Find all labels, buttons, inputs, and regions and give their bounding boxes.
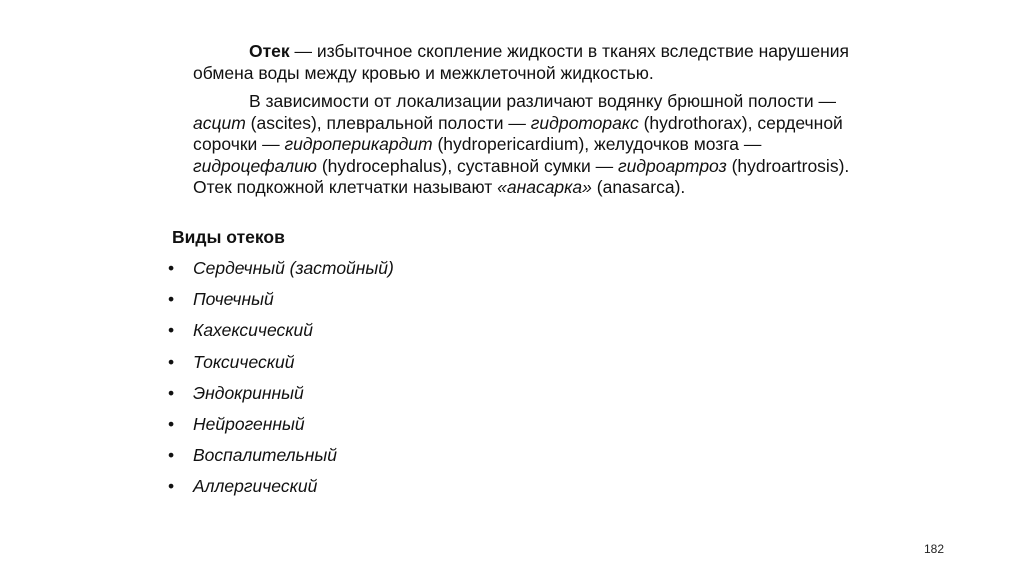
list-item [168,289,394,320]
localization-text-5: (hydrocephalus), суставной сумки — [316,155,618,176]
list-item-label: Почечный [193,289,274,310]
edema-types-list [168,258,394,508]
list-item [168,445,394,476]
term-anasarca: «анасарка» [497,177,592,197]
edema-term: Отек [249,41,290,61]
page-number: 182 [924,542,945,556]
edema-definition-paragraph [193,41,853,84]
bullet-icon: • [168,351,175,372]
bullet-icon: • [168,320,175,341]
bullet-icon: • [168,413,175,434]
term-ascites: асцит [193,112,246,133]
term-hydrothorax: гидроторакс [530,112,639,133]
list-item [168,352,394,383]
bullet-icon: • [168,476,175,497]
bullet-icon: • [168,445,175,466]
bullet-icon: • [168,258,175,278]
localization-text-1: В зависимости от локализации различают водянку брюшной полости — [249,91,837,111]
list-item-label: Кахексический [193,320,313,341]
list-item-label: Нейрогенный [193,413,305,434]
term-hydroarthrosis: гидроартроз [617,155,727,176]
localization-text-2: (ascites), плевральной полости — [245,112,531,133]
list-item [168,414,394,445]
localization-text-6: (hydroartrosis). Отек подкожной клетчатки называют [193,155,850,197]
localization-text-3: (hydrothorax), сердечной сорочки — [193,112,843,154]
list-item-label: Аллергический [193,476,318,497]
term-hydropericardium: гидроперикардит [284,134,433,154]
list-item [168,383,394,414]
bullet-icon: • [168,382,175,403]
term-hydrocephalus: гидроцефалию [193,155,317,176]
bullet-icon: • [168,289,175,310]
list-item-label: Воспалительный [193,445,337,466]
list-item [168,320,394,351]
list-item [168,258,394,289]
localization-text-4: (hydropericardium), желудочков мозга — [432,134,762,154]
localization-text-7: (anasarca). [591,177,686,197]
list-item-label: Токсический [193,351,295,372]
list-item-label: Эндокринный [193,382,304,403]
list-item [168,476,394,507]
list-item-label: Сердечный (застойный) [193,258,394,278]
edema-localization-paragraph [193,91,853,199]
edema-types-heading: Виды отеков [172,227,285,247]
edema-definition-text: — избыточное скопление жидкости в тканях вследствие нарушения обмена воды между кровью и межклеточной жидкостью. [193,41,849,83]
